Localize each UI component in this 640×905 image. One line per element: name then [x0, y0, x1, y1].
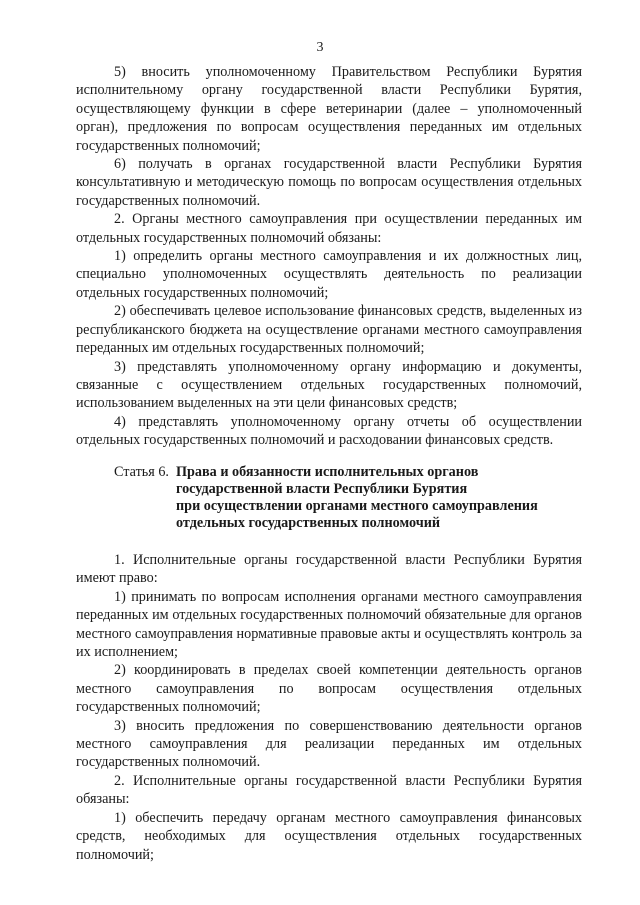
paragraph: 6) получать в органах государственной власти Республики Бурятия консультативную и методическую помощь по вопросам осуществления отдельных государственных полномочий. — [76, 156, 582, 209]
paragraph: 2. Исполнительные органы государственной власти Республики Бурятия обязаны: — [76, 772, 582, 808]
paragraph: 4) представлять уполномоченному органу отчеты об осуществлении отдельных государственных полномочий и расходовании финансовых средств. — [76, 413, 582, 449]
article-title-line: государственной власти Республики Бурятия — [176, 481, 468, 497]
paragraph: 3) вносить предложения по совершенствованию деятельности органов местного самоуправления для реализации переданных им отдельных государственных полномочий. — [76, 717, 582, 771]
article-title-line: при осуществлении органами местного самоуправления — [176, 498, 538, 514]
article-title-line: отдельных государственных полномочий — [176, 515, 441, 531]
paragraph: 1. Исполнительные органы государственной власти Республики Бурятия имеют право: — [76, 552, 582, 587]
article-title — [176, 464, 584, 532]
article-title-line: Права и обязанности исполнительных органов — [176, 464, 479, 480]
paragraph: 5) вносить уполномоченному Правительством Республики Бурятия исполнительному органу государственной власти Республики Бурятия, осуществляющему функции в сфере ветеринарии (далее – уполномоченный орган), предложения по вопросам осуществления переданных им отдельных государственных полномочий; — [76, 64, 582, 154]
paragraph: 3) представлять уполномоченному органу информацию и документы, связанные с осуществлением отдельных государственных полномочий, использованием выделенных на эти цели финансовых средств; — [76, 358, 582, 412]
article-label: Статья 6. — [114, 464, 169, 480]
paragraph: 2) координировать в пределах своей компетенции деятельность органов местного самоуправления по вопросам осуществления отдельных государственных полномочий; — [76, 662, 582, 716]
paragraph: 2. Органы местного самоуправления при осуществлении переданных им отдельных государственных полномочий обязаны: — [76, 211, 582, 246]
paragraph: 1) определить органы местного самоуправления и их должностных лиц, специально уполномоченных осуществлять деятельность по реализации отдельных государственных полномочий; — [76, 248, 582, 301]
page-number: 3 — [316, 40, 324, 55]
paragraph: 1) обеспечить передачу органам местного самоуправления финансовых средств, необходимых для осуществления отдельных государственных полномочий; — [76, 809, 582, 863]
article-6-body — [76, 551, 582, 864]
article-5-continuation — [76, 63, 582, 450]
paragraph: 2) обеспечивать целевое использование финансовых средств, выделенных из республиканского бюджета на осуществление органами местного самоуправления переданных им отдельных государственных полномочий; — [76, 303, 582, 357]
article-6-heading — [114, 464, 584, 532]
paragraph: 1) принимать по вопросам исполнения органами местного самоуправления переданных им отдельных государственных полномочий обязательные для органов местного самоуправления нормативные правовые акты и осуществлять контроль за их исполнением; — [76, 588, 582, 661]
